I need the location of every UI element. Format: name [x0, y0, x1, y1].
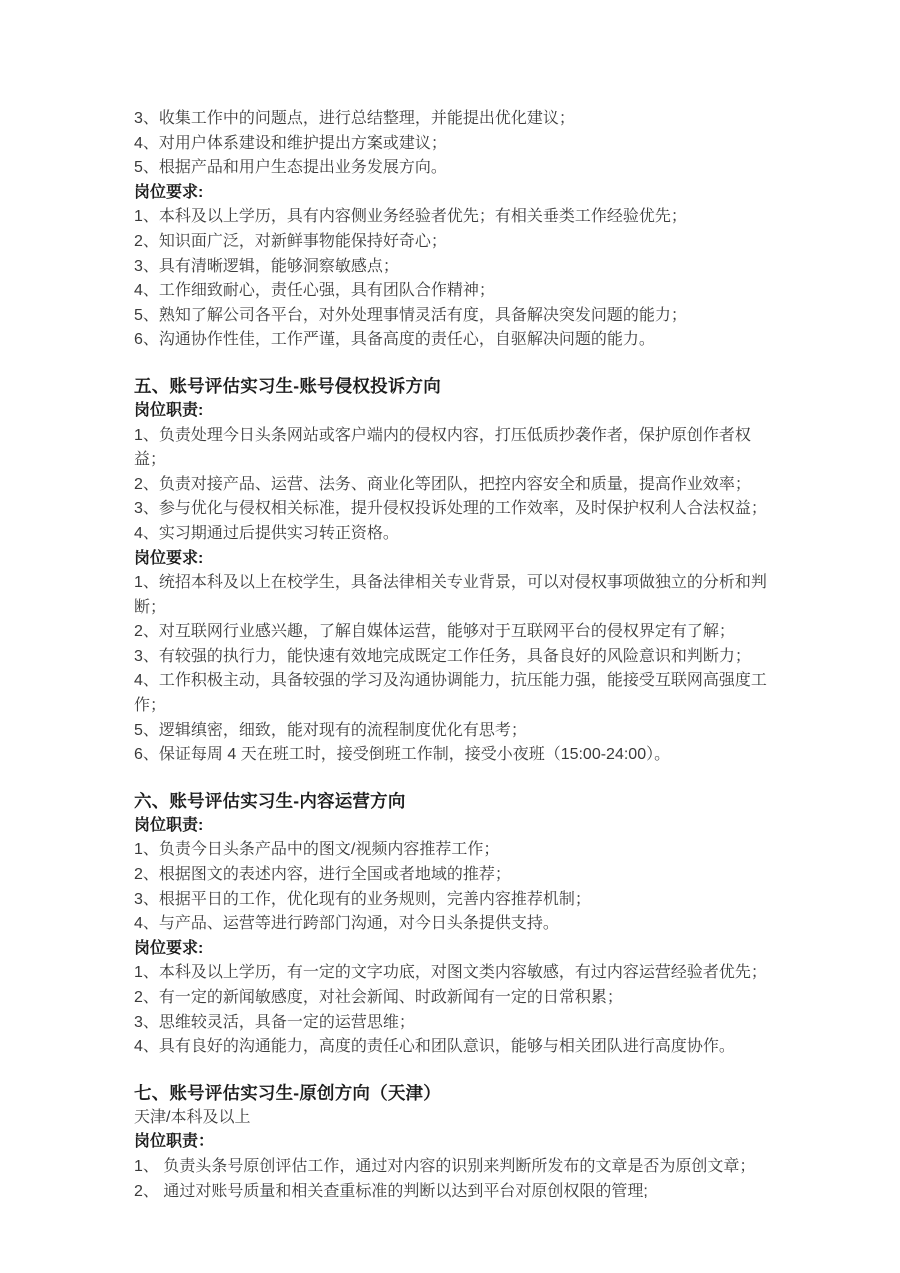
list-item: 6、沟通协作性佳，工作严谨，具备高度的责任心，自驱解决问题的能力。 — [134, 331, 655, 349]
list-item: 1、 负责头条号原创评估工作，通过对内容的识别来判断所发布的文章是否为原创文章； — [134, 1157, 756, 1175]
list-item: 2、知识面广泛，对新鲜事物能保持好奇心； — [134, 232, 447, 250]
list-item: 3、参与优化与侵权相关标准，提升侵权投诉处理的工作效率，及时保护权利人合法权益； — [134, 500, 767, 518]
list-item: 4、具有良好的沟通能力，高度的责任心和团队意识，能够与相关团队进行高度协作。 — [134, 1038, 735, 1056]
list-item: 4、实习期通过后提供实习转正资格。 — [134, 524, 399, 542]
list-item: 6、保证每周 4 天在班工时，接受倒班工作制，接受小夜班（15:00-24:00）。 — [134, 746, 671, 764]
list-item: 2、根据图文的表述内容，进行全国或者地域的推荐； — [134, 866, 511, 884]
duties-label: 岗位职责: — [134, 816, 204, 834]
list-item: 5、根据产品和用户生态提出业务发展方向。 — [134, 159, 447, 177]
list-item: 3、收集工作中的问题点，进行总结整理，并能提出优化建议； — [134, 110, 575, 127]
list-item: 2、 通过对账号质量和相关查重标准的判断以达到平台对原创权限的管理; — [134, 1182, 648, 1200]
list-item: 3、有较强的执行力，能快速有效地完成既定工作任务，具备良好的风险意识和判断力； — [134, 647, 751, 665]
requirements-label: 岗位要求: — [134, 549, 204, 567]
list-item: 4、与产品、运营等进行跨部门沟通，对今日头条提供支持。 — [134, 915, 559, 933]
requirements-label: 岗位要求: — [134, 939, 204, 957]
list-item: 3、具有清晰逻辑，能够洞察敏感点； — [134, 257, 399, 275]
list-item: 1、负责处理今日头条网站或客户端内的侵权内容，打压低质抄袭作者，保护原创作者权益； — [134, 426, 751, 469]
document-content — [134, 107, 780, 1204]
list-item: 2、对互联网行业感兴趣，了解自媒体运营，能够对于互联网平台的侵权界定有了解； — [134, 623, 735, 641]
job-section-6 — [134, 788, 780, 1060]
section-title: 七、账号评估实习生-原创方向（天津） — [134, 1082, 441, 1103]
list-item: 1、统招本科及以上在校学生，具备法律相关专业背景，可以对侵权事项做独立的分析和判断； — [134, 574, 767, 616]
job-section-7 — [134, 1080, 780, 1204]
list-item: 5、逻辑缜密，细致，能对现有的流程制度优化有思考； — [134, 721, 527, 739]
section-title: 六、账号评估实习生-内容运营方向 — [134, 790, 406, 811]
list-item: 1、本科及以上学历，有一定的文字功底，对图文类内容敏感，有过内容运营经验者优先； — [134, 964, 767, 982]
list-item: 2、有一定的新闻敏感度，对社会新闻、时政新闻有一定的日常积累； — [134, 989, 623, 1006]
list-item: 4、对用户体系建设和维护提出方案或建议； — [134, 134, 447, 152]
list-item: 4、工作细致耐心，责任心强，具有团队合作精神； — [134, 282, 495, 300]
section-title: 五、账号评估实习生-账号侵权投诉方向 — [134, 375, 441, 396]
list-item: 2、负责对接产品、运营、法务、商业化等团队，把控内容安全和质量，提高作业效率； — [134, 475, 751, 493]
duties-label: 岗位职责: — [134, 401, 204, 419]
list-item: 4、工作积极主动，具备较强的学习及沟通协调能力，抗压能力强，能接受互联网高强度工作； — [134, 672, 767, 715]
list-item: 3、根据平日的工作，优化现有的业务规则，完善内容推荐机制； — [134, 890, 591, 908]
requirements-label: 岗位要求: — [134, 183, 204, 201]
list-item: 3、思维较灵活，具备一定的运营思维； — [134, 1013, 415, 1031]
duties-label: 岗位职责： — [134, 1133, 215, 1151]
section-subtitle: 天津/本科及以上 — [134, 1108, 251, 1126]
list-item: 1、本科及以上学历，具有内容侧业务经验者优先；有相关垂类工作经验优先； — [134, 208, 687, 226]
list-item: 1、负责今日头条产品中的图文/视频内容推荐工作； — [134, 841, 500, 859]
job-section-5 — [134, 373, 780, 768]
list-item: 5、熟知了解公司各平台，对外处理事情灵活有度，具备解决突发问题的能力； — [134, 306, 687, 324]
job-section-4-continuation — [134, 107, 780, 353]
